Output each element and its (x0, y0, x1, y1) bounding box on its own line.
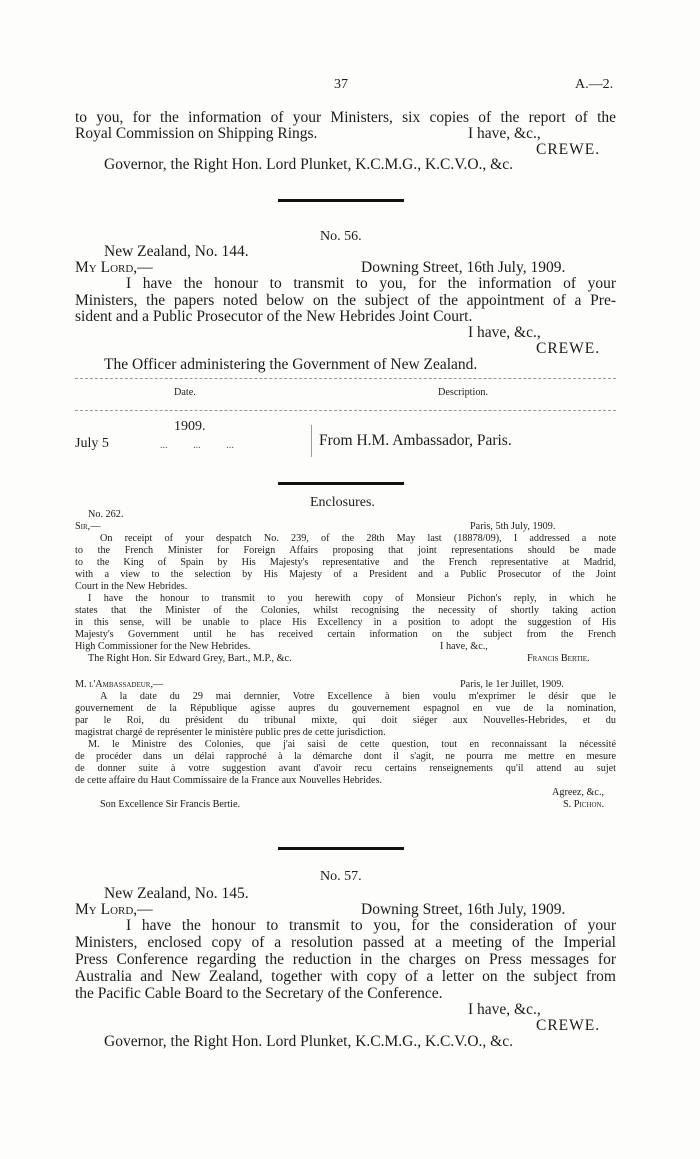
section-divider (278, 847, 404, 850)
addressee: Son Excellence Sir Francis Bertie. (100, 799, 241, 810)
series-number: New Zealand, No. 144. (104, 243, 249, 260)
body-line: On receipt of your despatch No. 239, of the 28th May last (18878/09), I addressed a note (100, 533, 616, 544)
place-date: Paris, le 1er Juillet, 1909. (460, 679, 564, 690)
signature: CREWE. (536, 141, 601, 158)
body-line: to the French Minister for Foreign Affairs proposing that joint representations should be made (75, 545, 616, 556)
section-divider (278, 199, 404, 202)
table-rule-mid (75, 410, 616, 411)
enclosures-heading: Enclosures. (310, 495, 375, 510)
body-line: to the King of Spain by His Majesty's representative and the French representative at Madrid, (75, 557, 616, 568)
closing: Agreez, &c., (552, 787, 605, 798)
place-date: Downing Street, 16th July, 1909. (361, 901, 566, 918)
addressee: The Right Hon. Sir Edward Grey, Bart., M.P., &c. (88, 653, 292, 664)
body-line: Majesty's Government until he has received certain information on the subject from the French (75, 629, 616, 640)
body-line: de donner suite à votre suggestion avant d'avoir recu certains renseignements qu'il attend au sujet (75, 763, 616, 774)
addressee: The Officer administering the Government of New Zealand. (104, 356, 478, 373)
despatch-number: No. 57. (320, 869, 362, 884)
body-line: I have the honour to transmit to you herewith copy of Monsieur Pichon's reply, in which he (88, 593, 616, 604)
body-line: de cette affaire du Haut Commissaire de la France aux Nouvelles Hebrides. (75, 775, 383, 786)
signature: CREWE. (536, 1017, 601, 1034)
body-line: par le Roi, du président du tribunal mixte, qui doit siéger aux Nouvelles-Hebrides, et du (75, 715, 616, 726)
table-row-leaders: ... ... ... (160, 440, 234, 451)
place-date: Downing Street, 16th July, 1909. (361, 259, 566, 276)
addressee: Governor, the Right Hon. Lord Plunket, K.C.M.G., K.C.V.O., &c. (104, 156, 513, 173)
body-line: with a view to the selection by His Majesty of a President and a Public Prosecutor of the Joint (75, 569, 616, 580)
table-column-divider (311, 425, 312, 457)
closing: I have, &c., (440, 641, 488, 652)
body-line: to you, for the information of your Ministers, six copies of the report of the (75, 109, 616, 126)
body-line: Ministers, the papers noted below on the subject of the appointment of a Pre- (75, 292, 616, 309)
body-line: in this sense, will be unable to place His Excellency in a position to adopt the suggestion of His (75, 617, 616, 628)
salutation: My Lord,— (75, 259, 153, 276)
table-rule-top (75, 378, 616, 379)
signature: CREWE. (536, 340, 601, 357)
enclosure-number: No. 262. (88, 509, 124, 520)
document-reference: A.—2. (575, 77, 614, 92)
body-line: magistrat chargé de représenter le ministère public pres de cette jurisdiction. (75, 727, 386, 738)
place-date: Paris, 5th July, 1909. (470, 521, 556, 532)
signature: S. Pichon. (563, 799, 605, 810)
table-year: 1909. (174, 419, 206, 434)
addressee: Governor, the Right Hon. Lord Plunket, K.C.M.G., K.C.V.O., &c. (104, 1033, 513, 1050)
body-line: the Pacific Cable Board to the Secretary of the Conference. (75, 985, 443, 1002)
closing: I have, &c., (468, 125, 541, 142)
page-number: 37 (334, 77, 348, 92)
salutation: My Lord,— (75, 901, 153, 918)
table-row-description: From H.M. Ambassador, Paris. (319, 432, 512, 449)
table-row-date: July 5 (75, 436, 109, 451)
section-divider (278, 482, 404, 485)
body-line: Press Conference regarding the reduction in the charges on Press messages for (75, 951, 616, 968)
body-line: Royal Commission on Shipping Rings. (75, 125, 318, 142)
table-header-date: Date. (174, 387, 196, 398)
body-line: A la date du 29 mai dernnier, Votre Excellence à bien voulu m'exprimer le désir que le (100, 691, 616, 702)
closing: I have, &c., (468, 324, 541, 341)
salutation: M. l'Ambassadeur,— (75, 679, 164, 690)
body-line: M. le Ministre des Colonies, que j'ai saisi de cette question, tout en reconnaissant la nécessité (88, 739, 616, 750)
series-number: New Zealand, No. 145. (104, 885, 249, 902)
body-line: I have the honour to transmit to you, for the information of your (126, 275, 616, 292)
body-line: de procéder dans un délai rapproché à la démarche dont il s'agit, ne pourra me mettre en mesure (75, 751, 616, 762)
body-line: states that the Minister of the Colonies, whilst recognising the necessity of shortly taking action (75, 605, 616, 616)
body-line: I have the honour to transmit to you, for the consideration of your (126, 917, 616, 934)
body-line: Court in the New Hebrides. (75, 581, 188, 592)
table-header-description: Description. (438, 387, 489, 398)
body-line: High Commissioner for the New Hebrides. (75, 641, 251, 652)
salutation: Sir,— (75, 521, 101, 532)
despatch-number: No. 56. (320, 229, 362, 244)
body-line: sident and a Public Prosecutor of the New Hebrides Joint Court. (75, 308, 473, 325)
signature: Francis Bertie. (527, 653, 590, 664)
body-line: Australia and New Zealand, together with copy of a letter on the subject from (75, 968, 616, 985)
body-line: gouvernement de la République agisse aupres du gouvernement espagnol en vue de la nomination, (75, 703, 616, 714)
closing: I have, &c., (468, 1001, 541, 1018)
body-line: Ministers, enclosed copy of a resolution passed at a meeting of the Imperial (75, 934, 616, 951)
